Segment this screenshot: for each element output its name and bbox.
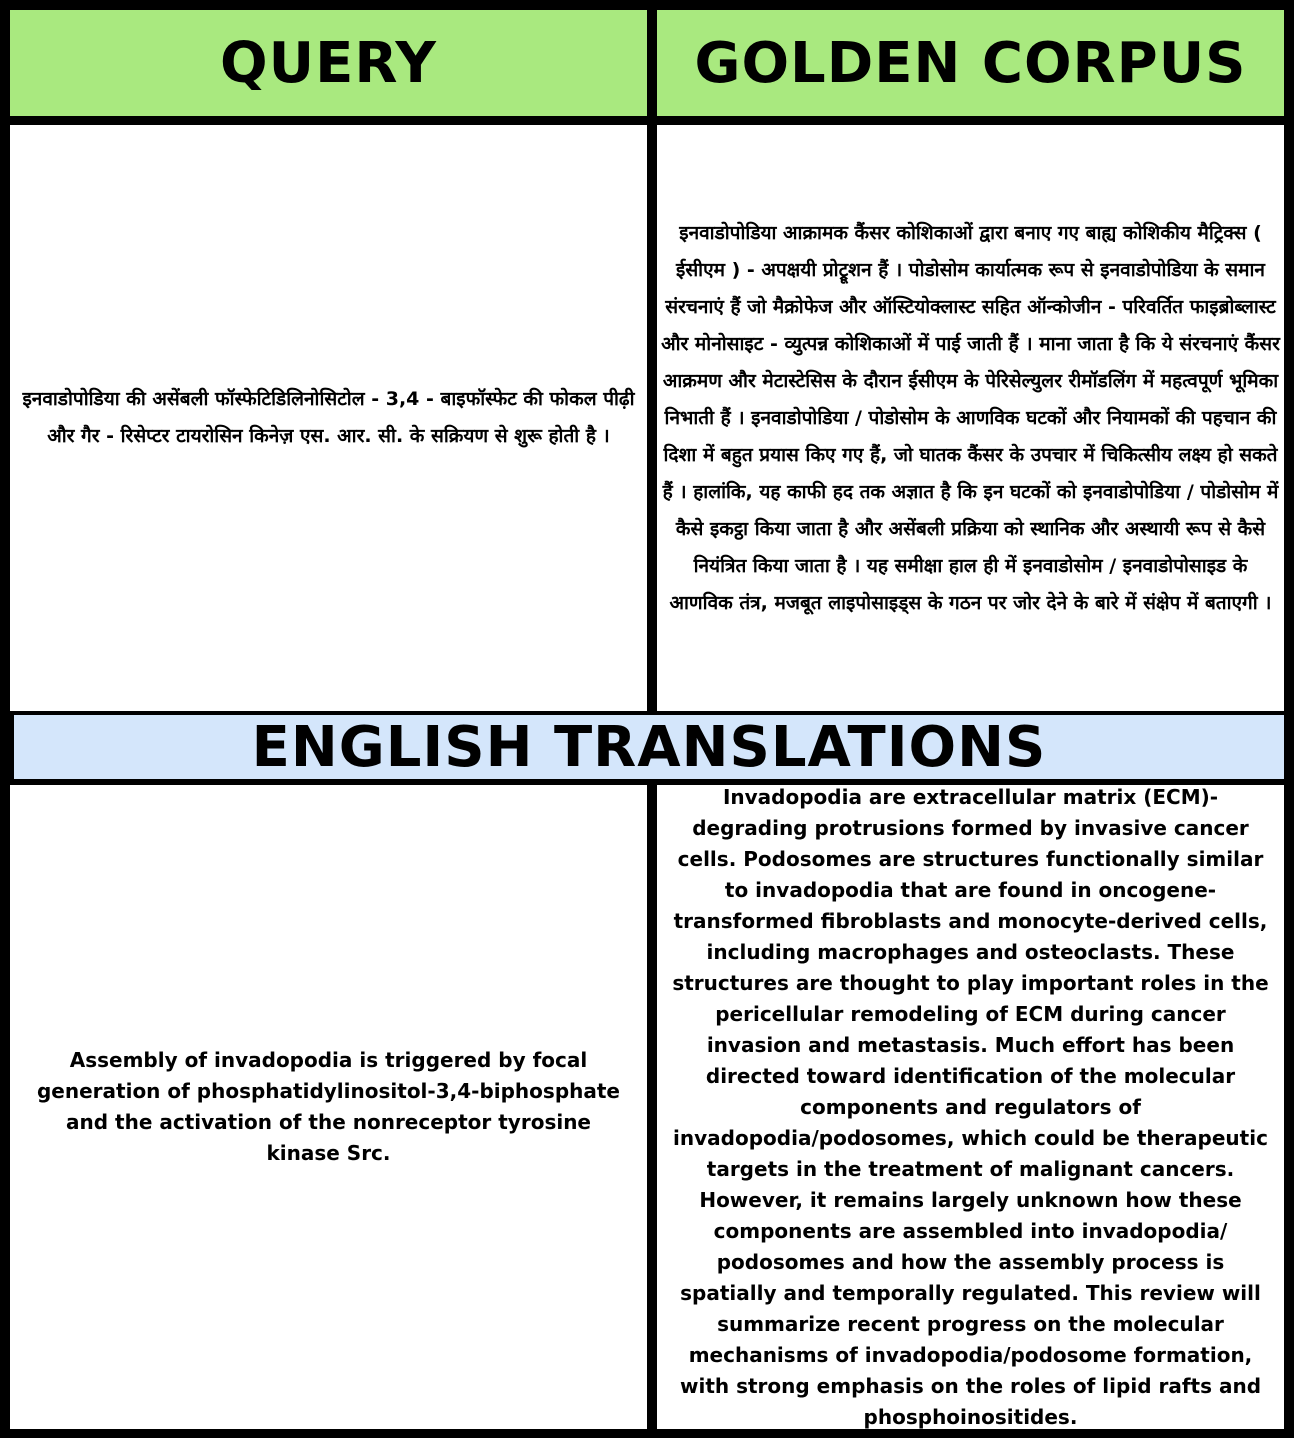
golden-corpus-hindi-text: इनवाडोपोडिया आक्रामक कैंसर कोशिकाओं द्वारा बनाए गए बाह्य कोशिकीय मैट्रिक्स ( ईसीएम ) - अपक्षयी प्रोट्रूशन हैं । पोडोसोम कार्यात्मक रूप से इनवाडोपोडिया के समान संरचनाएं हैं जो मैक्रोफेज और ऑस्टियोक्लास्ट सहित ऑन्कोजीन - परिवर्तित फाइब्रोब्लास्ट और मोनोसाइट - व्युत्पन्न कोशिकाओं में पाई जाती हैं । माना जाता है कि ये संरचनाएं कैंसर आक्रमण और मेटास्टेसिस के दौरान ईसीएम के पेरिसेल्युलर रीमॉडलिंग में महत्वपूर्ण भूमिका निभाती हैं । इनवाडोपोडिया / पोडोसोम के आणविक घटकों और नियामकों की पहचान की दिशा में बहुत प्रयास किए गए हैं, जो घातक कैंसर के उपचार में चिकित्सीय लक्ष्य हो सकते हैं । हालांकि, यह काफी हद तक अज्ञात है कि इन घटकों को इनवाडोपोडिया / पोडोसोम में कैसे इकट्ठा किया जाता है और असेंबली प्रक्रिया को स्थानिक और अस्थायी रूप से कैसे नियंत्रित किया जाता है । यह समीक्षा हाल ही में इनवाडोसोम / इनवाडोपोसाइड के आणविक तंत्र, मजबूत लाइपोसाइड्स के गठन पर जोर देने के बारे में संक्षेप में बताएगी ।: [661, 221, 1280, 614]
query-english-text: Assembly of invadopodia is triggered by focal generation of phosphatidylinositol-3,4-biphosphate and the activation of the nonreceptor tyrosine kinase Src.: [36, 1048, 620, 1165]
golden-corpus-hindi-cell: [657, 125, 1284, 711]
english-translations-banner: [14, 715, 1284, 779]
golden-corpus-english-cell: [657, 785, 1284, 1429]
query-hindi-text: इनवाडोपोडिया की असेंबली फॉस्फेटिडिलिनोसिटोल - 3,4 - बाइफॉस्फेट की फोकल पीढ़ी और गैर - रिसेप्टर टायरोसिन किनेज़ एस. आर. सी. के सक्रियण से शुरू होती है ।: [22, 388, 635, 447]
golden-corpus-column-header: [657, 10, 1284, 116]
query-english-cell: [10, 785, 647, 1429]
query-hindi-cell: [10, 125, 647, 711]
golden-corpus-header-label: GOLDEN CORPUS: [694, 30, 1247, 96]
golden-corpus-english-text: Invadopodia are extracellular matrix (ECM)-degrading protrusions formed by invasive cancer cells. Podosomes are structures functionally similar to invadopodia that are found in oncogene-transformed fibroblasts and monocyte-derived cells, including macrophages and osteoclasts. These structures are thought to play important roles in the pericellular remodeling of ECM during cancer invasion and metastasis. Much effort has been directed toward identification of the molecular components and regulators of invadopodia/podosomes, which could be therapeutic targets in the treatment of malignant cancers. However, it remains largely unknown how these components are assembled into invadopodia/ podosomes and how the assembly process is spatially and temporally regulated. This review will summarize recent progress on the molecular mechanisms of invadopodia/podosome formation, with strong emphasis on the roles of lipid rafts and phosphoinositides.: [672, 784, 1269, 1429]
query-column-header: [10, 10, 647, 116]
english-translations-label: ENGLISH TRANSLATIONS: [251, 714, 1047, 780]
query-header-label: QUERY: [220, 30, 437, 96]
